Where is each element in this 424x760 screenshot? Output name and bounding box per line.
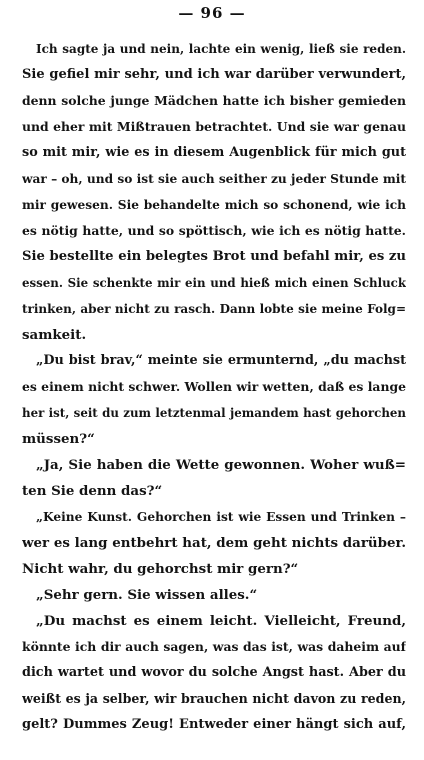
text-line: denn solche junge Mädchen hatte ich bisher gemieden [22,93,406,108]
text-line: wer es lang entbehrt hat, dem geht nichts darüber. [22,535,406,551]
text-line: Sie bestellte ein belegtes Brot und befahl mir, es zu [22,249,406,264]
text-line: weißt es ja selber, wir brauchen nicht davon zu reden, [22,691,406,706]
text-line: könnte ich dir auch sagen, was das ist, was daheim auf [22,639,406,654]
text-line: Nicht wahr, du gehorchst mir gern?“ [22,561,299,577]
text-line: trinken, aber nicht zu rasch. Dann lobte sie meine Folg= [22,302,406,316]
text-line: Ich sagte ja und nein, lachte ein wenig, ließ sie reden. [36,42,406,56]
text-line: mir gewesen. Sie behandelte mich so schonend, wie ich [22,198,406,212]
text-line: gelt? Dummes Zeug! Entweder einer hängt sich auf, [22,717,406,732]
text-line: samkeit. [22,327,87,343]
text-line: essen. Sie schenkte mir ein und hieß mich einen Schluck [22,276,406,290]
body-text [22,36,406,738]
text-line: und eher mit Mißtrauen betrachtet. Und sie war genau [22,119,406,134]
text-line: her ist, seit du zum letztenmal jemandem hast gehorchen [22,406,406,420]
text-line: dich wartet und wovor du solche Angst hast. Aber du [22,665,406,680]
text-line: es nötig hatte, und so spöttisch, wie ich es nötig hatte. [22,223,406,238]
text-line: „Du bist brav,“ meinte sie ermunternd, „du machst [36,353,406,368]
text-line: Sie gefiel mir sehr, und ich war darüber verwundert, [22,67,406,82]
page-number: — 96 — [178,4,246,22]
text-line: ten Sie denn das?“ [22,483,163,499]
text-line: „Du machst es einem leicht. Vielleicht, Freund, [36,613,406,629]
text-line: es einem nicht schwer. Wollen wir wetten, daß es lange [22,379,406,394]
text-line: „Keine Kunst. Gehorchen ist wie Essen und Trinken – [36,510,406,524]
text-line: „Ja, Sie haben die Wette gewonnen. Woher wuß= [36,457,406,473]
text-line: war – oh, und so ist sie auch seither zu jeder Stunde mit [22,172,406,186]
text-line: so mit mir, wie es in diesem Augenblick für mich gut [22,145,406,160]
text-line: „Sehr gern. Sie wissen alles.“ [36,587,258,603]
text-line: müssen?“ [22,431,95,447]
